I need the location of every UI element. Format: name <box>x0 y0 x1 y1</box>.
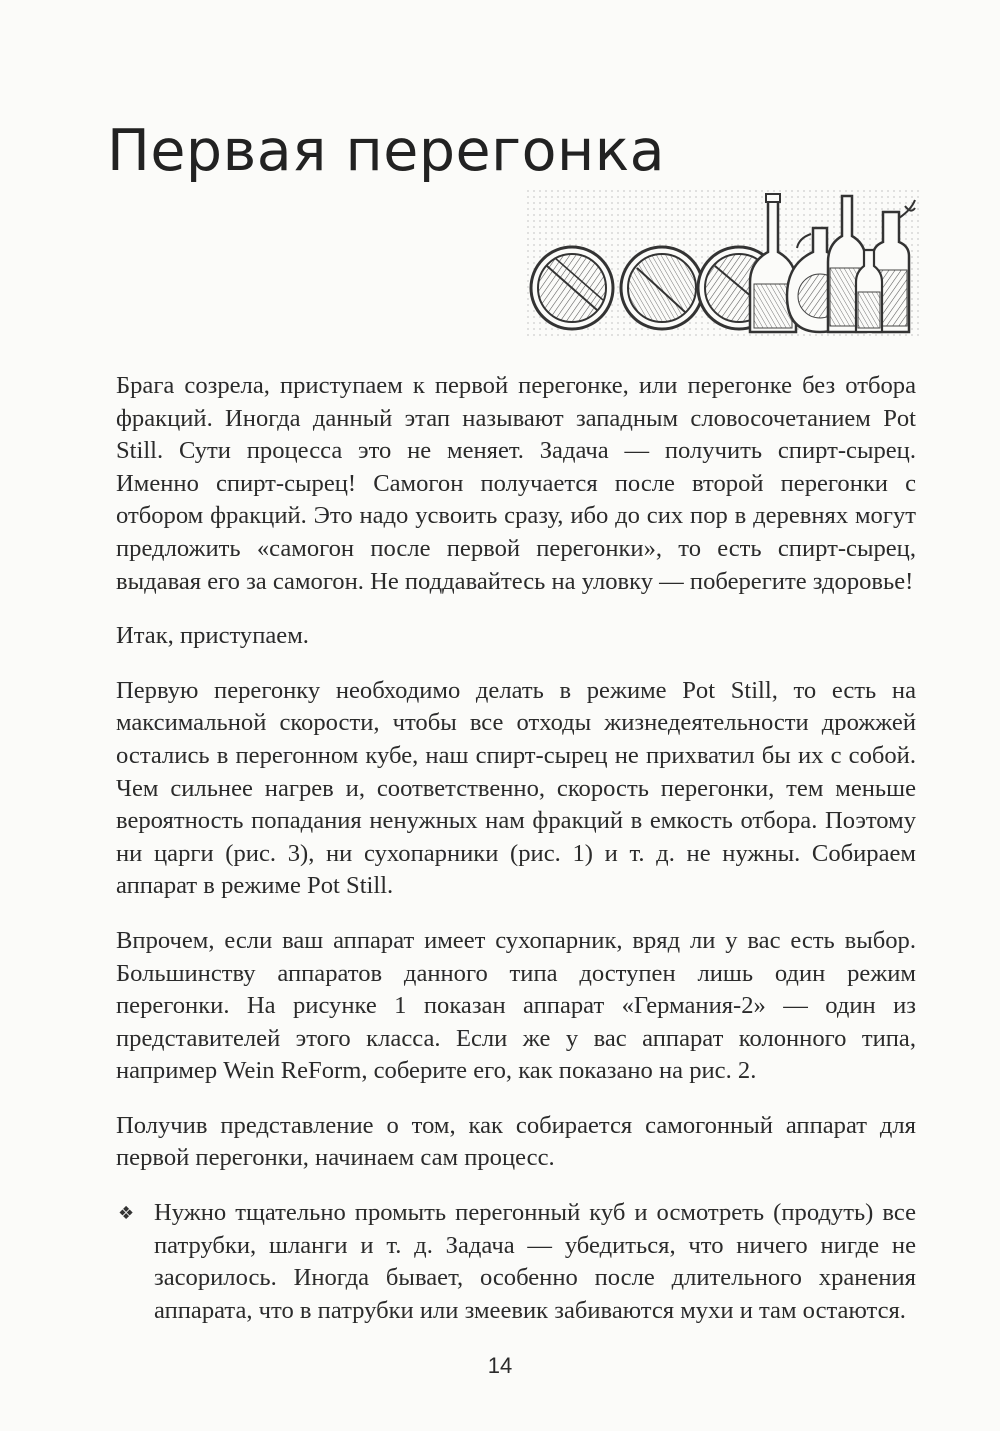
barrel-2 <box>621 247 703 329</box>
paragraph-1: Брага созрела, приступаем к первой перегонке, или перегонке без отбора фракций. Иногда данный этап называют западным словосочетанием Pot Still. Сути процесса это не меняет. Задача — получить спирт-сырец. Именно спирт-сырец! Самогон получается после второй перегонки с отбором фракций. Это надо усвоить сразу, ибо до сих пор в деревнях могут предложить «самогон после первой перегонки», то есть спирт-сырец, выдавая его за самогон. Не поддавайтесь на уловку — поберегите здоровье! <box>116 372 916 595</box>
barrel-1 <box>531 247 613 329</box>
bullet-list <box>116 1197 916 1327</box>
paragraph-4: Впрочем, если ваш аппарат имеет сухопарник, вряд ли у вас есть выбор. Большинству аппаратов данного типа доступен лишь один режим перегонки. На рисунке 1 показан аппарат «Германия-2» — один из представителей этого класса. Если же у вас аппарат колонного типа, например Wein ReForm, соберите его, как показано на рис. 2. <box>116 926 916 1085</box>
list-item-text: Нужно тщательно промыть перегонный куб и осмотреть (продуть) все патрубки, шланги и т. д. Задача — убедиться, что ничего нигде не засорилось. Иногда бывает, особенно после длительного хранения аппарата, что в патрубки или змеевик забиваются мухи и там остаются. <box>154 1199 916 1324</box>
barrels-and-bottles-illustration <box>525 188 920 340</box>
page-title: Первая перегонка <box>107 118 666 184</box>
body-text <box>116 370 916 1327</box>
page-number: 14 <box>487 1353 513 1378</box>
list-item <box>116 1197 916 1327</box>
paragraph-5: Получив представление о том, как собирается самогонный аппарат для первой перегонки, начинаем сам процесс. <box>116 1111 916 1172</box>
diamond-ornament-icon: ❖ <box>118 1203 135 1225</box>
paragraph-3: Первую перегонку необходимо делать в режиме Pot Still, то есть на максимальной скорости, чтобы все отходы жизнедеятельности дрожжей остались в перегонном кубе, наш спирт-сырец не прихватил бы их с собой. Чем сильнее нагрев и, соответственно, скорость перегонки, тем меньше вероятность попадания ненужных нам фракций в емкость отбора. Поэтому ни царги (рис. 3), ни сухопарники (рис. 1) и т. д. не нужны. Собираем аппарат в режиме Pot Still. <box>116 676 916 900</box>
paragraph-2: Итак, приступаем. <box>116 622 309 650</box>
